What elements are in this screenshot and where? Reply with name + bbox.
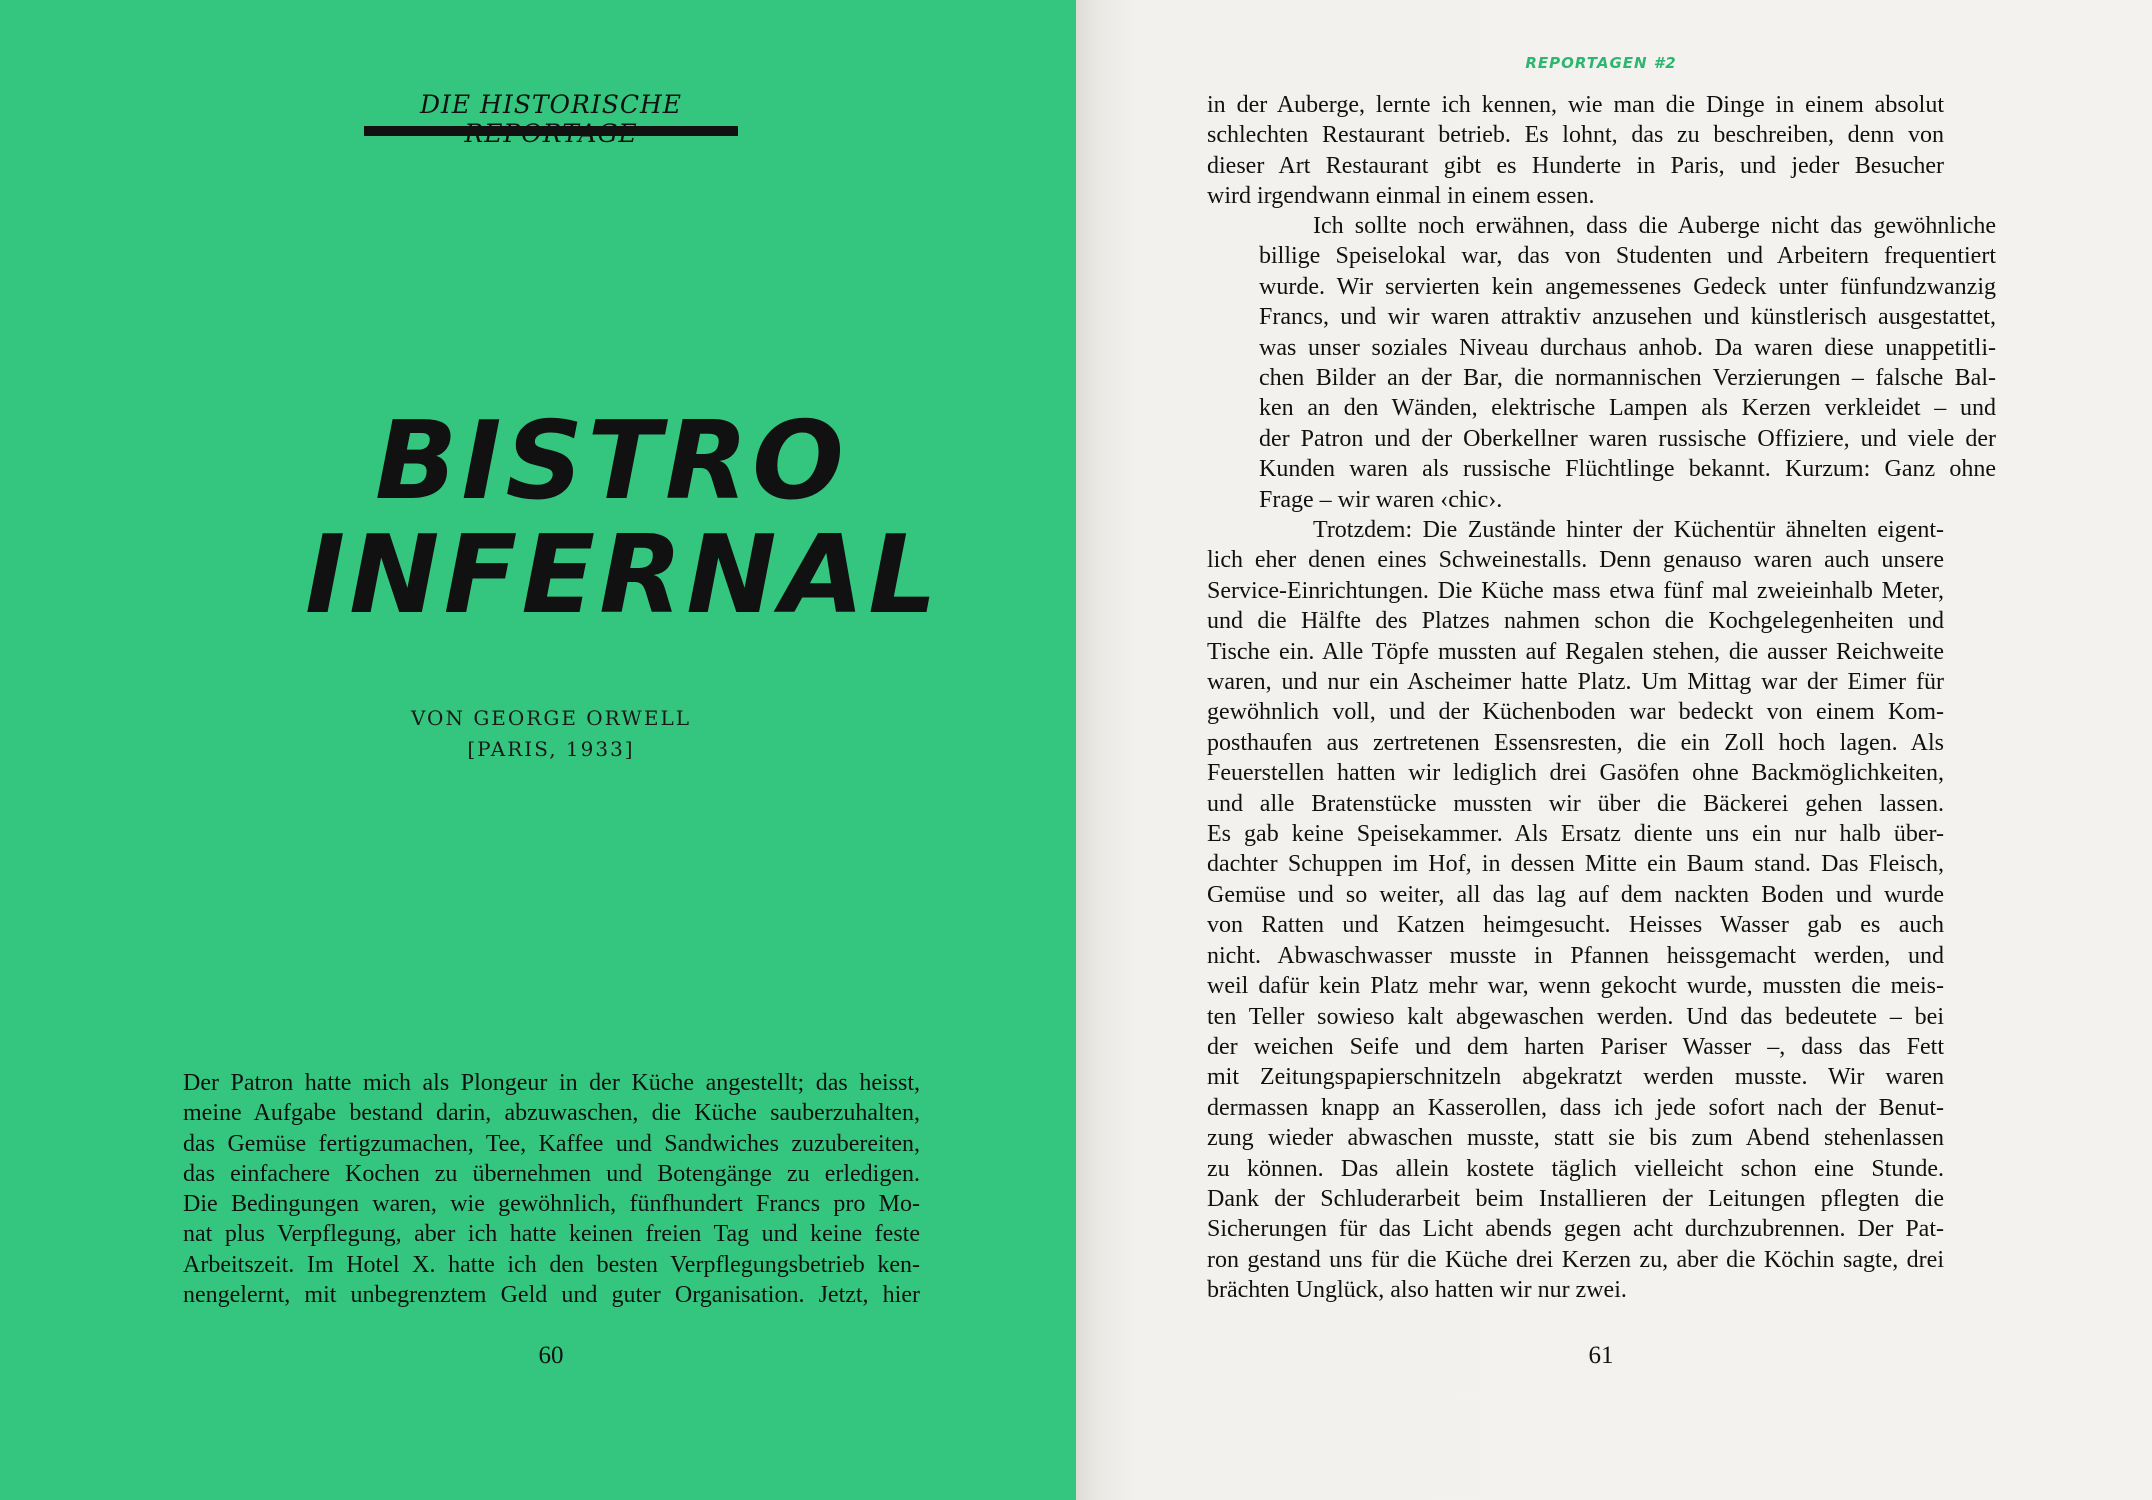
text-line: waren, und nur ein Ascheimer hatte Platz. Um Mittag war der Eimer für <box>1207 669 1944 696</box>
text-line: und alle Bratenstücke mussten wir über die Bäckerei gehen lassen. <box>1207 790 1944 817</box>
text-line: gewöhnlich voll, und der Küchenboden war bedeckt von einem Kom- <box>1207 699 1944 726</box>
text-line: Tische ein. Alle Töpfe mussten auf Regalen stehen, die ausser Reichweite <box>1207 638 1944 665</box>
text-line: der Patron und der Oberkellner waren russische Offiziere, und viele der <box>1259 425 1996 452</box>
running-head: REPORTAGEN #2 <box>1525 54 1677 72</box>
text-line: nengelernt, mit unbegrenztem Geld und guter Organisation. Jetzt, hier <box>183 1282 920 1309</box>
text-line: von Ratten und Katzen heimgesucht. Heisses Wasser gab es auch <box>1207 912 1944 939</box>
text-line: zung wieder abwaschen musste, statt sie bis zum Abend stehenlassen <box>1207 1125 1944 1152</box>
byline-place-date: [PARIS, 1933] <box>467 737 635 761</box>
page-number-right: 61 <box>1588 1342 1614 1369</box>
text-line: Sicherungen für das Licht abends gegen acht durchzubrennen. Der Pat- <box>1207 1216 1944 1243</box>
text-line: wird irgendwann einmal in einem essen. <box>1207 183 1595 210</box>
text-line: posthaufen aus zertretenen Essensresten, die ein Zoll hoch lagen. Als <box>1207 729 1944 756</box>
text-line: meine Aufgabe bestand darin, abzuwaschen, die Küche sauberzuhalten, <box>183 1100 920 1127</box>
text-line: nat plus Verpflegung, aber ich hatte keinen freien Tag und keine feste <box>183 1221 920 1248</box>
text-line: das einfachere Kochen zu übernehmen und Botengänge zu erledigen. <box>183 1160 920 1187</box>
paragraph-2-indented <box>1259 211 1996 515</box>
text-line: Es gab keine Speisekammer. Als Ersatz diente uns ein nur halb über- <box>1207 821 1944 848</box>
article-title <box>250 399 942 638</box>
text-line: ken an den Wänden, elektrische Lampen als Kerzen verkleidet – und <box>1259 395 1996 422</box>
text-line: das Gemüse fertigzumachen, Tee, Kaffee und Sandwiches zuzubereiten, <box>183 1130 920 1157</box>
text-line: mit Zeitungspapierschnitzeln abgekratzt werden musste. Wir waren <box>1207 1064 1944 1091</box>
byline <box>300 703 802 765</box>
title-line-2: INFERNAL <box>305 513 942 638</box>
text-line: Arbeitszeit. Im Hotel X. hatte ich den besten Verpflegungsbetrieb ken- <box>183 1251 920 1278</box>
text-line: Gemüse und so weiter, all das lag auf dem nackten Boden und wurde <box>1207 881 1944 908</box>
text-line: billige Speiselokal war, das von Studenten und Arbeitern frequentiert <box>1259 243 1996 270</box>
text-line: lich eher denen eines Schweinestalls. Denn genauso waren auch unsere <box>1207 547 1944 574</box>
text-line: Kunden waren als russische Flüchtlinge bekannt. Kurzum: Ganz ohne <box>1259 456 1996 483</box>
text-line: Feuerstellen hatten wir lediglich drei Gasöfen ohne Backmöglichkeiten, <box>1207 760 1944 787</box>
text-line: Frage – wir waren ‹chic›. <box>1259 486 1503 513</box>
text-line: dieser Art Restaurant gibt es Hunderte in Paris, und jeder Besucher <box>1207 152 1944 179</box>
paragraph-3 <box>1207 515 1944 1306</box>
text-line: Service-Einrichtungen. Die Küche mass etwa fünf mal zweieinhalb Meter, <box>1207 577 1944 604</box>
text-line: was unser soziales Niveau durchaus anhob. Da waren diese unappetitli- <box>1259 334 1996 361</box>
byline-author: VON GEORGE ORWELL <box>410 706 692 730</box>
text-line: zu können. Das allein kostete täglich vielleicht schon eine Stunde. <box>1207 1155 1944 1182</box>
text-line: und die Hälfte des Platzes nahmen schon die Kochgelegenheiten und <box>1207 608 1944 635</box>
paragraph-1 <box>1207 90 1944 212</box>
text-line: nicht. Abwaschwasser musste in Pfannen heissgemacht werden, und <box>1207 942 1944 969</box>
text-line: ten Teller sowieso kalt abgewaschen werden. Und das bedeutete – bei <box>1207 1003 1944 1030</box>
text-line: dachter Schuppen im Hof, in dessen Mitte ein Baum stand. Das Fleisch, <box>1207 851 1944 878</box>
text-line: in der Auberge, lernte ich kennen, wie man die Dinge in einem absolut <box>1207 92 1944 118</box>
text-line: dermassen knapp an Kasserollen, dass ich jede sofort nach der Benut- <box>1207 1094 1944 1121</box>
text-line: Trotzdem: Die Zustände hinter der Küchentür ähnelten eigent- <box>1313 517 1944 543</box>
text-line: der weichen Seife und dem harten Pariser Wasser –, dass das Fett <box>1207 1033 1944 1060</box>
title-line-1: BISTRO <box>375 399 848 524</box>
text-line: wurde. Wir servierten kein angemessenes Gedeck unter fünfundzwanzig <box>1259 273 1996 300</box>
section-kicker: DIE HISTORISCHE <box>419 90 683 119</box>
text-line: schlechten Restaurant betrieb. Es lohnt, das zu beschreiben, denn von <box>1207 122 1944 149</box>
text-line: weil dafür kein Platz mehr war, wenn gekocht wurde, mussten die meis- <box>1207 973 1944 1000</box>
page-number-left: 60 <box>538 1342 564 1369</box>
text-line: ron gestand uns für die Küche drei Kerzen zu, aber die Köchin sagte, drei <box>1207 1246 1944 1273</box>
text-line: Francs, und wir waren attraktiv anzusehen und künstlerisch ausgestattet, <box>1259 304 1996 331</box>
text-line: Der Patron hatte mich als Plongeur in der Küche angestellt; das heisst, <box>183 1070 920 1096</box>
text-line: Ich sollte noch erwähnen, dass die Auberge nicht das gewöhnliche <box>1313 213 1996 239</box>
kicker-underline-rule <box>364 126 738 136</box>
text-line: Die Bedingungen waren, wie gewöhnlich, fünfhundert Francs pro Mo- <box>183 1191 920 1218</box>
text-line: Dank der Schluderarbeit beim Installieren der Leitungen pflegten die <box>1207 1185 1944 1212</box>
text-line: brächten Unglück, also hatten wir nur zwei. <box>1207 1277 1627 1304</box>
left-body-text <box>183 1068 920 1310</box>
text-line: chen Bilder an der Bar, die normannischen Verzierungen – falsche Bal- <box>1259 365 1996 392</box>
